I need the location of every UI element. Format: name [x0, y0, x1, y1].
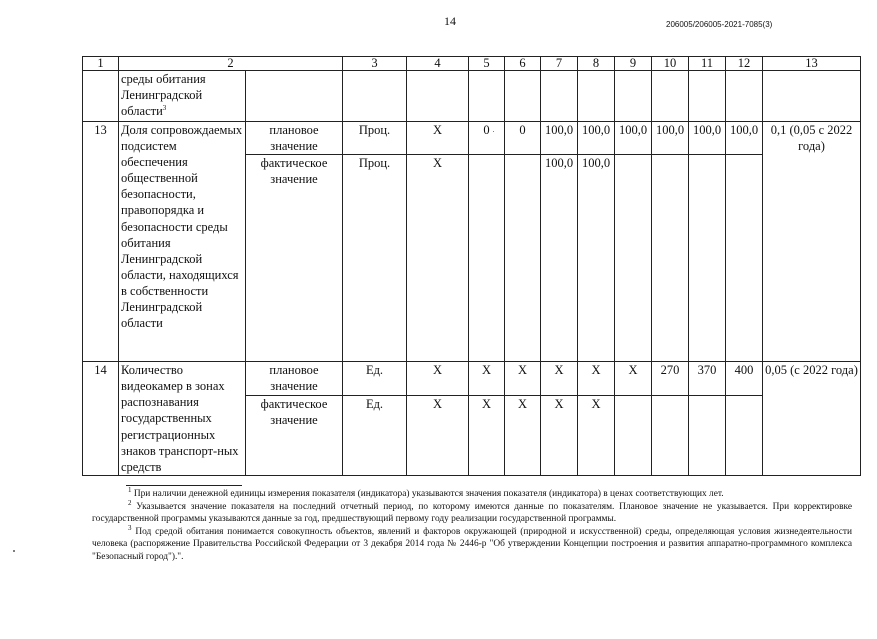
col-header-7: 7: [541, 57, 578, 71]
col-header-3: 3: [343, 57, 407, 71]
col-header-6: 6: [505, 57, 541, 71]
col-header-9: 9: [615, 57, 652, 71]
scan-speck: [13, 550, 15, 552]
scan-speck: [493, 131, 494, 132]
value-type: плановое значение: [246, 122, 343, 155]
table-row: 14 Количество видеокамер в зонах распознавания государственных регистрационных знаков транспорт-ных средств плановое значение Ед. Х Х Х Х Х Х 270 370 400 0,05 (с 2022 года): [83, 362, 861, 396]
header-row: [83, 57, 861, 71]
col-header-8: 8: [578, 57, 615, 71]
unit: Проц.: [343, 155, 407, 362]
weight-coefficient: 0,1 (0,05 с 2022 года): [763, 122, 861, 362]
indicators-table: [82, 56, 861, 476]
unit: Ед.: [343, 362, 407, 396]
col-header-4: 4: [407, 57, 469, 71]
unit: Ед.: [343, 396, 407, 476]
indicator-name: Количество видеокамер в зонах распознавания государственных регистрационных знаков транспорт-ных средств: [119, 362, 246, 476]
value-type: фактическое значение: [246, 396, 343, 476]
value-type: плановое значение: [246, 362, 343, 396]
footnotes: [92, 484, 852, 563]
col-header-13: 13: [763, 57, 861, 71]
col-header-11: 11: [689, 57, 726, 71]
unit: Проц.: [343, 122, 407, 155]
value-type: фактическое значение: [246, 155, 343, 362]
col-header-1: 1: [83, 57, 119, 71]
indicator-name-continuation: среды обитания Ленинградской области$^3$: [119, 71, 246, 122]
table-row: фактическое значение Ед. Х Х Х Х Х: [83, 396, 861, 476]
table-row-continuation: [83, 71, 861, 122]
indicator-name: Доля сопровождаемых подсистем обеспечения общественной безопасности, правопорядка и безопасности среды обитания Ленинградской области, находящихся в собственности Ленинградской области: [119, 122, 246, 362]
col-header-5: 5: [469, 57, 505, 71]
col-header-10: 10: [652, 57, 689, 71]
footnote-2: $^2$ Указывается значение показателя на последний отчетный период, по которому имеются данные по показателям. Плановое значение не указывается. При корректировке государственной программы указываются данные за год, предшествующий первому году реализации государственной программы.: [92, 498, 853, 524]
footnote-3: $^3$ Под средой обитания понимается совокупность объектов, явлений и факторов окружающей (природной и искусственной) среды, определяющая условия жизнедеятельности человека (распоряжение Правительства Российской Федерации от 3 декабря 2014 года № 2446-р "Об утверждении Концепции построения и развития аппаратно-программного комплекса "Безопасный город").".: [92, 523, 853, 562]
row-number: 13: [83, 122, 119, 362]
table-row: 13 Доля сопровождаемых подсистем обеспечения общественной безопасности, правопорядка и безопасности среды обитания Ленинградской области, находящихся в собственности Ленинградской области плановое значение Проц. Х 0 0 100,0 100,0 100,0 100,0 100,0 100,0 0,1 (0,05 с 2022 года): [83, 122, 861, 155]
col-header-12: 12: [726, 57, 763, 71]
footnote-1: $^1$ При наличии денежной единицы измерения показателя (индикатора) указываются значения показателя (индикатора) в ценах соответствующих лет.: [128, 485, 724, 499]
weight-coefficient: 0,05 (с 2022 года): [763, 362, 861, 476]
page-number: 14: [444, 14, 456, 28]
col-header-2: 2: [119, 57, 343, 71]
document-code: 206005/206005-2021-7085(3): [666, 20, 773, 29]
table-row: фактическое значение Проц. Х 100,0 100,0: [83, 155, 861, 362]
row-number: 14: [83, 362, 119, 476]
